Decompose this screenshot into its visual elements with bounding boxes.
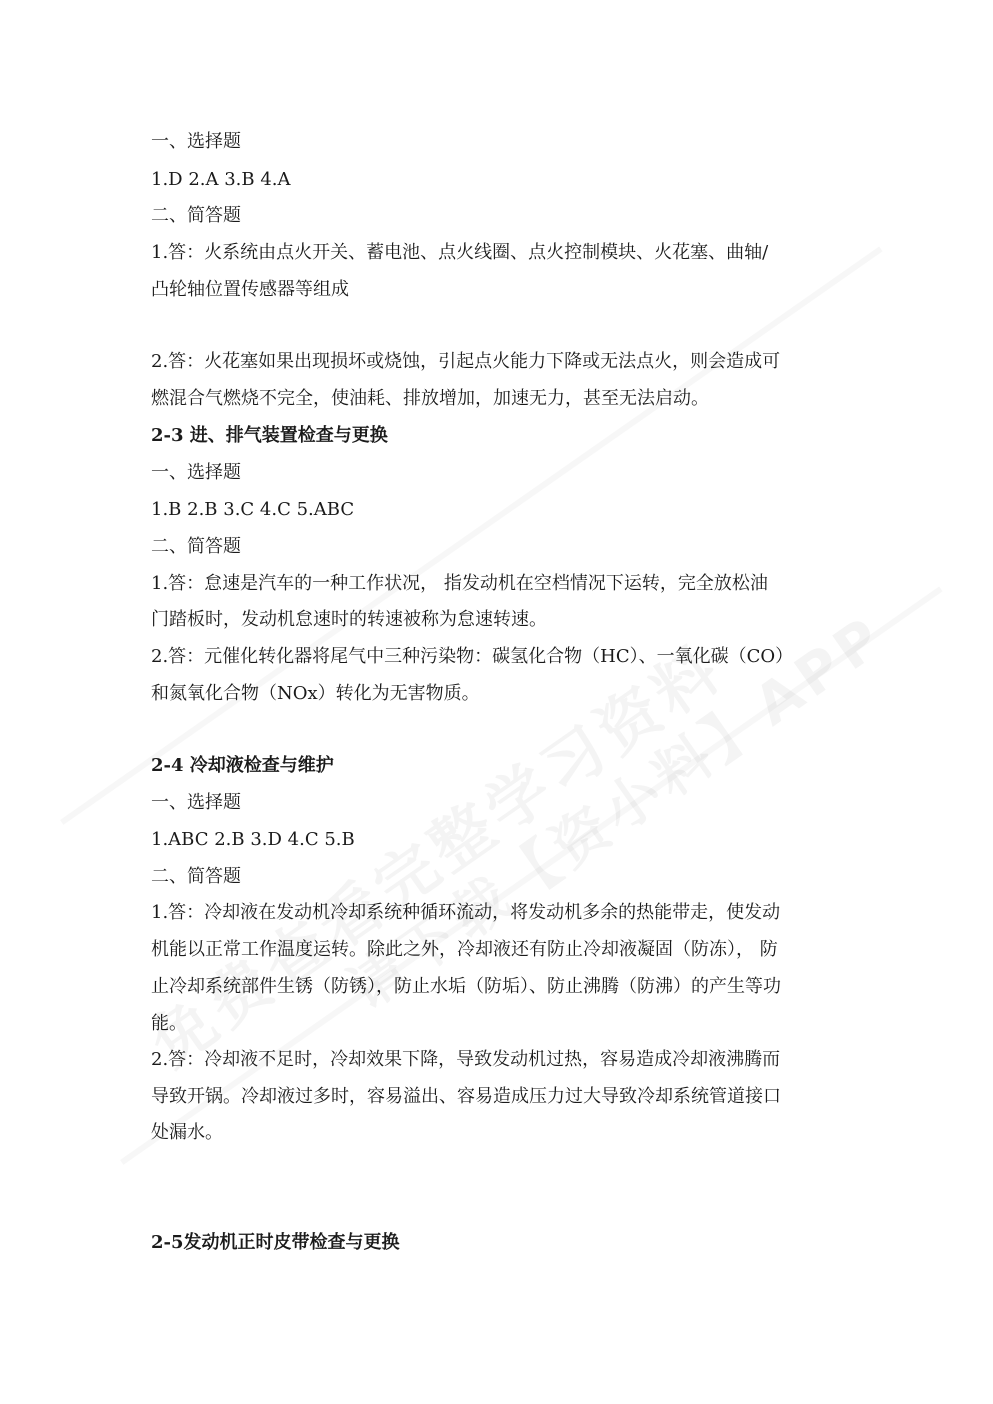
- answer-line: 1.D 2.A 3.B 4.A: [151, 169, 291, 190]
- section-label: 二、简答题: [151, 536, 241, 557]
- answer-line: 止冷却系统部件生锈（防锈），防止水垢（防垢）、防止沸腾（防沸）的产生等功: [151, 976, 781, 997]
- answer-line: 1.答：怠速是汽车的一种工作状况， 指发动机在空档情况下运转，完全放松油: [151, 573, 768, 594]
- section-heading: 2-4 冷却液检查与维护: [151, 755, 334, 776]
- answer-line: 1.B 2.B 3.C 4.C 5.ABC: [151, 499, 355, 520]
- answer-line: 1.ABC 2.B 3.D 4.C 5.B: [151, 829, 355, 850]
- answer-line: 2.答：火花塞如果出现损坏或烧蚀，引起点火能力下降或无法点火，则会造成可: [151, 351, 781, 372]
- section-label: 二、简答题: [151, 866, 241, 887]
- section-heading: 2-3 进、排气装置检查与更换: [151, 425, 388, 446]
- section-label: 一、选择题: [151, 462, 241, 483]
- watermark-band: [120, 586, 943, 1164]
- answer-line: 能。: [151, 1013, 187, 1034]
- answer-line: 2.答：冷却液不足时，冷却效果下降，导致发动机过热，容易造成冷却液沸腾而: [151, 1049, 781, 1070]
- section-label: 一、选择题: [151, 792, 241, 813]
- answer-line: 处漏水。: [151, 1122, 223, 1143]
- answer-line: 燃混合气燃烧不完全，使油耗、排放增加，加速无力，甚至无法启动。: [151, 388, 709, 409]
- answer-line: 和氮氧化合物（NOx）转化为无害物质。: [151, 683, 480, 704]
- answer-line: 1.答：冷却液在发动机冷却系统种循环流动，将发动机多余的热能带走，使发动: [151, 902, 781, 923]
- section-heading: 2-5发动机正时皮带检查与更换: [151, 1232, 400, 1253]
- answer-line: 2.答：元催化转化器将尾气中三种污染物：碳氢化合物（HC）、一氧化碳（CO）: [151, 646, 794, 667]
- answer-line: 机能以正常工作温度运转。除此之外，冷却液还有防止冷却液凝固（防冻）， 防: [151, 939, 778, 960]
- answer-line: 凸轮轴位置传感器等组成: [151, 279, 349, 300]
- section-label: 一、选择题: [151, 131, 241, 152]
- answer-line: 门踏板时，发动机怠速时的转速被称为怠速转速。: [151, 609, 547, 630]
- answer-line: 导致开锅。冷却液过多时，容易溢出、容易造成压力过大导致冷却系统管道接口: [151, 1086, 781, 1107]
- answer-line: 1.答：火系统由点火开关、蓄电池、点火线圈、点火控制模块、火花塞、曲轴/: [151, 242, 769, 263]
- section-label: 二、简答题: [151, 205, 241, 226]
